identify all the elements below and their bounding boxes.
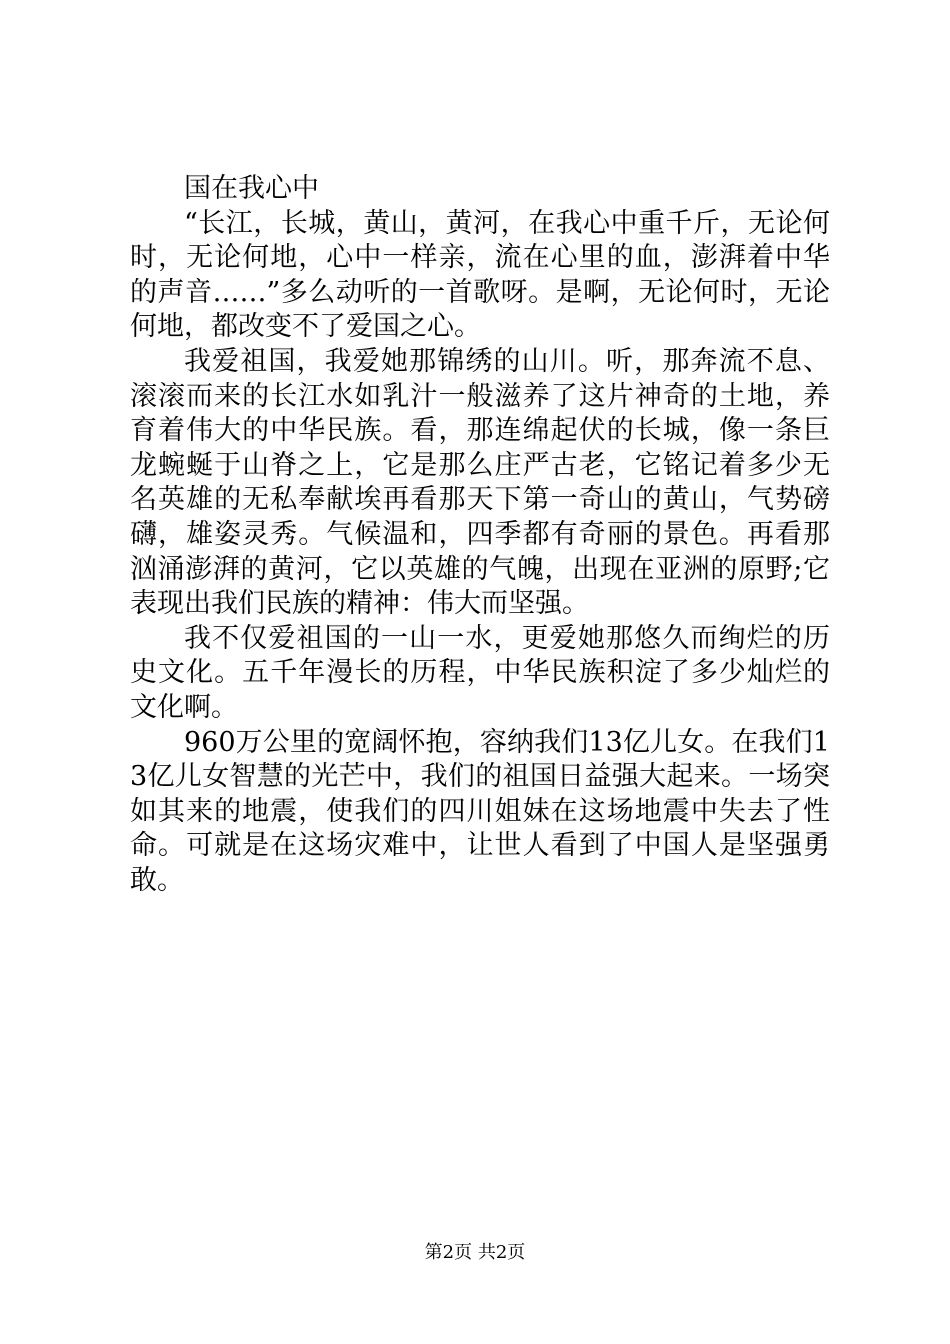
document-body <box>130 172 830 898</box>
page-number-footer: 第2页 共2页 <box>424 1242 526 1263</box>
paragraph-mountains-rivers: 我爱祖国，我爱她那锦绣的山川。听，那奔流不息、滚滚而来的长江水如乳汁一般滋养了这片神奇的土地，养育着伟大的中华民族。看，那连绵起伏的长城，像一条巨龙蜿蜒于山脊之上，它是那么庄严古老，它铭记着多少无名英雄的无私奉献埃再看那天下第一奇山的黄山，气势磅礴，雄姿灵秀。气候温和，四季都有奇丽的景色。再看那汹涌澎湃的黄河，它以英雄的气魄，出现在亚洲的原野;它表现出我们民族的精神：伟大而坚强。 <box>130 345 830 620</box>
paragraph-earthquake: 960万公里的宽阔怀抱，容纳我们13亿儿女。在我们13亿儿女智慧的光芒中，我们的祖国日益强大起来。一场突如其来的地震，使我们的四川姐妹在这场地震中失去了性命。可就是在这场灾难中，让世人看到了中国人是坚强勇敢。 <box>130 726 830 896</box>
paragraph-history-culture: 我不仅爱祖国的一山一水，更爱她那悠久而绚烂的历史文化。五千年漫长的历程，中华民族积淀了多少灿烂的文化啊。 <box>130 622 830 723</box>
document-title: 国在我心中 <box>184 173 319 204</box>
paragraph-song-quote: “长江，长城，黄山，黄河，在我心中重千斤，无论何时，无论何地，心中一样亲，流在心里的血，澎湃着中华的声音……”多么动听的一首歌呀。是啊，无论何时，无论何地，都改变不了爱国之心。 <box>130 207 830 343</box>
